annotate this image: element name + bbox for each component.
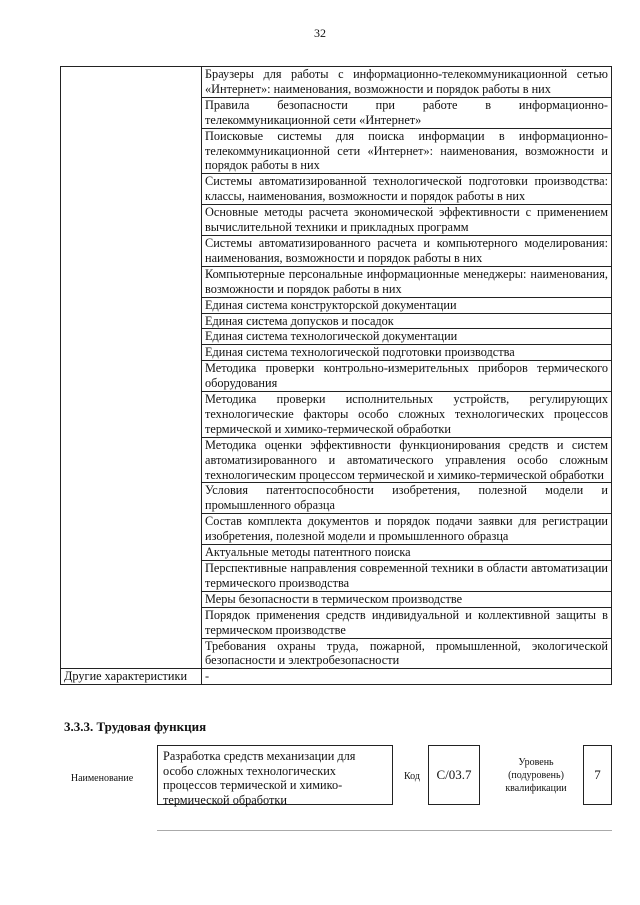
labor-function-name: Разработка средств механизации для особо сложных технологических процессов термической и химико-термической обработки (157, 745, 393, 805)
knowledge-item: Методика оценки эффективности функционирования средств и систем автоматизированного и автоматического управления особо сложным технологическим процессом термической и химико-термической обработки (202, 437, 612, 483)
knowledge-item: Перспективные направления современной техники в области автоматизации термического производства (202, 561, 612, 592)
knowledge-item: Порядок применения средств индивидуальной и коллективной защиты в термическом производстве (202, 607, 612, 638)
knowledge-row (61, 67, 612, 98)
code-label: Код (404, 771, 420, 782)
knowledge-item: Браузеры для работы с информационно-телекоммуникационной сетью «Интернет»: наименования, возможности и порядок работы в них (202, 67, 612, 98)
table-bottom-border (157, 830, 612, 831)
knowledge-item: Методика проверки исполнительных устройств, регулирующих технологические факторы особо сложных технологических процессов термической и химико-термической обработки (202, 392, 612, 438)
knowledge-item: Компьютерные персональные информационные менеджеры: наименования, возможности и порядок работы в них (202, 266, 612, 297)
other-characteristics-row (61, 669, 612, 685)
knowledge-item: Правила безопасности при работе в информационно-телекоммуникационной сети «Интернет» (202, 97, 612, 128)
knowledge-item: Актуальные методы патентного поиска (202, 545, 612, 561)
knowledge-item: Системы автоматизированной технологической подготовки производства: классы, наименования, возможности и порядок работы в них (202, 174, 612, 205)
knowledge-item: Системы автоматизированного расчета и компьютерного моделирования: наименования, возможности и порядок работы в них (202, 235, 612, 266)
knowledge-item: Единая система технологической подготовки производства (202, 345, 612, 361)
required-knowledge-label-cell (61, 67, 202, 669)
knowledge-item: Единая система конструкторской документации (202, 297, 612, 313)
knowledge-item: Единая система допусков и посадок (202, 313, 612, 329)
name-label: Наименование (70, 773, 134, 784)
knowledge-item: Состав комплекта документов и порядок подачи заявки для регистрации изобретения, полезной модели и промышленного образца (202, 514, 612, 545)
knowledge-item: Меры безопасности в термическом производстве (202, 591, 612, 607)
other-characteristics-label: Другие характеристики (61, 669, 202, 685)
other-characteristics-value: - (202, 669, 612, 685)
knowledge-item: Поисковые системы для поиска информации в информационно-телекоммуникационной сети «Интернет»: наименования, возможности и порядок работы в них (202, 128, 612, 174)
section-title: 3.3.3. Трудовая функция (64, 719, 207, 734)
knowledge-item: Методика проверки контрольно-измерительных приборов термического оборудования (202, 361, 612, 392)
knowledge-item: Требования охраны труда, пожарной, промышленной, экологической безопасности и электробезопасности (202, 638, 612, 669)
labor-function-code: C/03.7 (428, 745, 480, 805)
page-number: 32 (314, 26, 326, 40)
qualification-level-value: 7 (583, 745, 612, 805)
qualification-level-label: Уровень (подуровень) квалификации (505, 757, 567, 794)
knowledge-item: Условия патентоспособности изобретения, полезной модели и промышленного образца (202, 483, 612, 514)
knowledge-item: Основные методы расчета экономической эффективности с применением вычислительной техники и прикладных программ (202, 205, 612, 236)
knowledge-table (60, 66, 612, 685)
knowledge-item: Единая система технологической документации (202, 329, 612, 345)
